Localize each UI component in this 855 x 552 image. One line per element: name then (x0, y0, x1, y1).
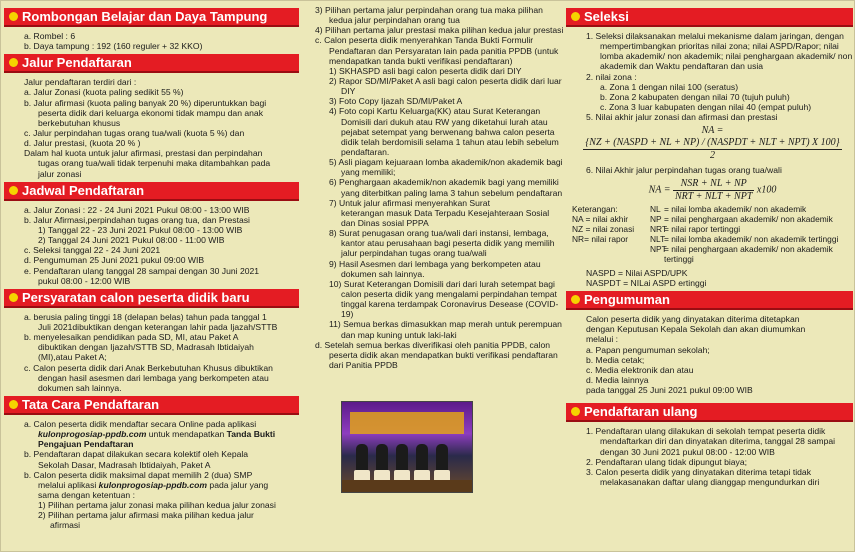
tatacara-continued-line: 5) Asli piagam kejuaraan lomba akademik/non akademik bagi (329, 157, 563, 168)
jadwal-line: a. Jalur Zonasi : 22 - 24 Juni 2021 Pukul 08:00 - 13:00 WIB (24, 204, 250, 215)
tatacara-line: 1) Pilihan pertama jalur zonasi maka pilihan kedua jalur zonasi (38, 500, 276, 511)
formula-fraction (583, 137, 841, 162)
tatacara-line (10, 429, 299, 439)
jalur-line: Jalur pendaftaran terdiri dari : (24, 77, 137, 88)
seleksi-lines (572, 31, 853, 122)
seleksi-content (566, 31, 853, 288)
formula-denominator: NRT + NLT + NPT (674, 190, 753, 202)
aspd-note: NASPDT = NILai ASPD ertinggi (586, 277, 707, 288)
section-header-tatacara: Tata Cara Pendaftaran (4, 396, 299, 415)
pengumuman-line: a. Papan pengumuman sekolah; (586, 344, 710, 355)
keterangan-cell: NA = nilai akhir (572, 214, 629, 225)
tatacara-continued-line: yang memiliki; (341, 167, 396, 178)
tatacara-c-lines (10, 490, 299, 531)
jalur-line: jalur zonasi (38, 168, 82, 179)
tatacara-continued-line: pendaftaran. (341, 146, 390, 157)
tatacara-continued-line: jalur perpindahan tugas orang tua/wali (341, 248, 487, 259)
tatacara-line: afirmasi (50, 520, 81, 531)
section-header-rombel: Rombongan Belajar dan Daya Tampung (4, 8, 299, 27)
section-header-ulang: Pendaftaran ulang (566, 403, 853, 422)
rombel-content (4, 31, 299, 51)
tatacara-continued-line: 10) Surat Keterangan Domisili dari dari lurah setempat bagi (329, 278, 555, 289)
keterangan-cell: = nilai lomba akademik/ non akademik tertinggi (664, 234, 839, 245)
pengumuman-line: b. Media cetak; (586, 354, 645, 365)
tatacara-line: sama dengan ketentuan : (38, 489, 135, 500)
seleksi-line: lomba akademik/ non akademik; nilai penghargaan akademik/ non (600, 51, 853, 62)
rombel-item: a. Rombel : 6 (24, 31, 76, 41)
tatacara-b-lines (10, 449, 299, 479)
tatacara-continued-line: 4) Pilihan pertama jalur prestasi maka pilihan kedua jalur prestasi (315, 25, 564, 36)
section-header-jadwal: Jadwal Pendaftaran (4, 182, 299, 201)
jadwal-line: pukul 08:00 - 12:00 WIB (38, 275, 131, 286)
tatacara-line (10, 480, 299, 490)
seleksi-line: c. Zona 3 luar kabupaten dengan nilai 40 (empat puluh) (600, 101, 812, 112)
ulang-content (566, 426, 853, 487)
tatacara-continued-line: 8) Surat penugasan orang tua/wali dari instansi, lembaga, (329, 228, 549, 239)
tatacara-continued-line: dan Dinas sosial PPPA (341, 217, 429, 228)
tatacara-continued-line: 1) SKHASPD asli bagi calon peserta didik dari DIY (329, 65, 522, 76)
jadwal-line: 1) Tanggal 22 - 23 Juni 2021 Pukul 08:00 - 13:00 WIB (38, 224, 243, 235)
tatacara-text: pada jalur yang (207, 479, 269, 490)
tatacara-text: untuk mendapatkan (146, 429, 227, 440)
rombel-item: b. Daya tampung : 192 (160 reguler + 32 KKO) (24, 41, 203, 52)
tatacara-continued-line: dan map kuning untuk laki-laki (341, 329, 457, 340)
ulang-line: 3. Calon peserta didik yang dinyatakan diterima tetapi tidak (586, 466, 812, 477)
section-header-seleksi: Seleksi (566, 8, 853, 27)
formula-fraction (673, 178, 754, 203)
tatacara-continued-line: DIY (341, 86, 356, 97)
tatacara-line: a. Calon peserta didik mendaftar secara Online pada aplikasi (24, 418, 257, 429)
keterangan-cell: NPT (650, 244, 667, 255)
tatacara-continued-line: keterangan masuk Data Terpadu Kesejahteraan Sosial (341, 207, 550, 218)
tatacara-continued-line: tinggal karena terdampak Coronavirus Desease (COVID- (341, 299, 559, 310)
jadwal-line: 2) Tanggal 24 Juni 2021 Pukul 08:00 - 11:00 WIB (38, 235, 225, 246)
tatacara-continued-line: 19) (341, 309, 354, 320)
tatacara-continued (301, 5, 564, 370)
tatacara-continued-line: 3) Pilihan pertama jalur perpindahan orang tua maka pilihan (315, 5, 543, 15)
jadwal-line: b. Jalur Afirmasi,perpindahan tugas orang tua, dan Prestasi (24, 214, 250, 225)
keterangan-cell: NZ = nilai zonasi (572, 224, 635, 235)
keterangan-cell: NP (650, 214, 662, 225)
seleksi-line: 5. Nilai akhir jalur zonasi dan afirmasi dan prestasi (586, 112, 778, 123)
tatacara-continued-line: 4) Foto copi Kartu Keluarga(KK) atau Surat Keterangan (329, 106, 541, 117)
tatacara-continued-line: 9) Hasil Asesmen dari lembaga yang berkompeten atau (329, 258, 541, 269)
tatacara-line: b. Calon peserta didik maksimal dapat memilih 2 (dua) SMP (24, 469, 253, 480)
left-column (4, 5, 299, 530)
seleksi-line: 2. nilai zona : (586, 71, 637, 82)
keterangan-cell: = nilai lomba akademik/ non akademik (664, 204, 807, 215)
app-url: kulonprogosiap-ppdb.com (98, 479, 208, 490)
persyaratan-line: (MI),atau Paket A; (38, 352, 107, 363)
middle-column (301, 5, 564, 370)
pengumuman-line: dengan Keputusan Kepala Sekolah dan akan diumumkan (586, 324, 806, 335)
pengumuman-line: pada tanggal 25 Juni 2021 pukul 09:00 WIB (586, 385, 753, 396)
jalur-content (4, 77, 299, 178)
tatacara-continued-line: didik telah berdomisili selama 1 tahun atau lebih sebelum (341, 136, 559, 147)
keterangan-cell (572, 255, 650, 265)
tatacara-continued-line: calon peserta didik yang mengalami perpindahan tempat (341, 288, 557, 299)
ulang-line: melakasanakan daftar ulang dianggap mengundurkan diri (600, 476, 820, 487)
tatacara-continued-line: 6) Penghargaan akademik/non akademik bagi yang memiliki (329, 177, 559, 188)
keterangan-cell: tertinggi (664, 253, 694, 264)
jalur-line: c. Jalur perpindahan tugas orang tua/wali (kuota 5 %) dan (24, 127, 245, 138)
tatacara-continued-line: d. Setelah semua berkas diverifikasi oleh panitia PPDB, calon (315, 339, 551, 350)
formula-multiplier: x100 (756, 184, 777, 196)
seleksi-line: akademik dan Waktu pendaftaran dan usia (600, 61, 764, 72)
keterangan-cell: Keterangan: (572, 204, 618, 215)
seleksi-line: mempertimbangkan prioritas nilai zona; nilai ASPD/Rapor; nilai (600, 41, 839, 52)
tatacara-content (4, 419, 299, 531)
keterangan-table (572, 205, 853, 264)
ulang-line: 2. Pendaftaran ulang tidak dipungut biaya; (586, 456, 748, 467)
ulang-line: mendaftarkan diri dan dinyatakan diterima, tanggal 28 sampai (600, 436, 836, 447)
tatacara-text: melalui aplikasi (38, 479, 99, 490)
keterangan-cell: NRT (650, 224, 668, 235)
keterangan-cell: NLT (650, 234, 666, 245)
seleksi-line: 1. Seleksi dilaksanakan melalui mekanisme dalam jaringan, dengan (586, 31, 844, 41)
jadwal-line: e. Pendaftaran ulang tanggal 28 sampai dengan 30 Juni 2021 (24, 265, 260, 276)
tatacara-continued-line: kedua jalur perpindahan orang tua (329, 15, 460, 26)
jadwal-line: d. Pengumuman 25 Juni 2021 pukul 09:00 WIB (24, 255, 205, 266)
tatacara-continued-line: peserta didik akan mendapatkan bukti verifikasi pendaftaran (329, 349, 558, 360)
tatacara-continued-line: 2) Rapor SD/MI/Paket A asli bagi calon peserta didik dari luar (329, 75, 562, 86)
right-column (566, 5, 853, 487)
seleksi-line: b. Zona 2 kabupaten dengan nilai 70 (tujuh puluh) (600, 91, 790, 102)
tatacara-continued-line: mendapatkan tanda bukti verifikasi pendaftaran) (329, 55, 513, 66)
pengumuman-line: melalui : (586, 334, 618, 345)
tatacara-continued-line: 3) Foto Copy Ijazah SD/MI/Paket A (329, 96, 463, 107)
tatacara-continued-line: kantor atau perusahaan bagi peserta didik yang memilih (341, 238, 555, 249)
formula-na-zonasi (572, 125, 853, 161)
keterangan-cell: = nilai rapor tertinggi (664, 224, 741, 235)
tatacara-continued-line: Pendaftaran dan Persyaratan lain pada panitia PPDB (untuk (329, 45, 559, 56)
jalur-line: d. Jalur prestasi, (kuota 20 % ) (24, 138, 141, 149)
app-url: kulonprogosiap-ppdb.com (38, 429, 147, 440)
tatacara-continued-line: pejabat setempat yang berwenang bahwa calon peserta (341, 126, 555, 137)
formula-numerator: NSR + NL + NP (673, 178, 754, 191)
seleksi-line: a. Zona 1 dengan nilai 100 (seratus) (600, 81, 739, 92)
persyaratan-line: c. Calon peserta didik dari Anak Berkebutuhan Khusus dibuktikan (24, 362, 273, 373)
seleksi-line: 6. Nilai Akhir jalur perpindahan tugas orang tua/wali (586, 164, 782, 175)
tatacara-line: Sekolah Dasar, Madrasah Ibtidaiyah, Paket A (38, 459, 211, 470)
tatacara-bold: Pengajuan Pendaftaran (38, 439, 134, 450)
keterangan-cell: NL (650, 204, 661, 215)
jadwal-content (4, 205, 299, 286)
persyaratan-line: dokumen sah lainnya. (38, 382, 122, 393)
tatacara-line (10, 439, 299, 449)
jalur-line: a. Jalur Zonasi (kuota paling sedikit 55 %) (24, 87, 184, 98)
jalur-line: tugas orang tua/wali tidak terpenuhi maka ditambahkan pada (38, 158, 271, 169)
stage-floor (342, 480, 472, 492)
aspd-note: NASPD = Nilai ASPD/UPK (586, 267, 688, 278)
pengumuman-line: d. Media lainnya (586, 374, 649, 385)
section-header-jalur: Jalur Pendaftaran (4, 54, 299, 73)
persyaratan-content (4, 312, 299, 393)
jadwal-line: c. Seleksi tanggal 22 - 24 Juni 2021 (24, 245, 161, 256)
persyaratan-line: dibuktikan dengan Ijazah/STTB SD, Madrasah Ibtidaiyah (38, 342, 254, 353)
dance-performance-photo (341, 401, 473, 493)
tatacara-continued-line: 11) Semua berkas dimasukkan map merah untuk perempuan (329, 319, 562, 330)
section-header-persyaratan: Persyaratan calon peserta didik baru (4, 289, 299, 308)
keterangan-cell (572, 245, 650, 255)
jalur-line: berkebutuhan khusus (38, 117, 121, 128)
tatacara-continued-line: dokumen sah lainnya. (341, 268, 425, 279)
tatacara-continued-line: 7) Untuk jalur afirmasi menyerahkan Surat (329, 197, 490, 208)
persyaratan-line: dengan hasil asesmen dari lembaga yang berkompeten atau (38, 372, 269, 383)
formula-numerator: {NZ + (NASPD + NL + NP) / (NASPDT + NLT + NPT) X 100} (585, 137, 840, 149)
pengumuman-line: c. Media elektronik dan atau (586, 364, 694, 375)
keterangan-cell: = nilai penghargaan akademik/ non akademik (664, 244, 833, 255)
tatacara-continued-line: Domisili dari dukuh atau RW yang diketahui lurah atau (341, 116, 548, 127)
tatacara-continued-line: yang diterbitkan paling lama 3 tahun sebelum pendaftaran (341, 187, 563, 198)
photo-banner (350, 412, 464, 434)
tatacara-bold: Tanda Bukti (226, 429, 276, 440)
keterangan-cell: NR= nilai rapor (572, 234, 629, 245)
section-header-pengumuman: Pengumuman (566, 291, 853, 310)
ulang-line: 1. Pendaftaran ulang dilakukan di sekolah tempat peserta didik (586, 426, 826, 437)
pengumuman-content (566, 314, 853, 395)
keterangan-cell: = nilai penghargaan akademik/ non akademik (664, 214, 833, 225)
jalur-line: peserta didik dari keluarga ekonomi tidak mampu dan anak (38, 107, 263, 118)
persyaratan-line: Juli 2021dibuktikan dengan keterangan lahir pada Ijazah/STTB (38, 321, 278, 332)
persyaratan-line: b. menyelesaikan pendidikan pada SD, MI, atau Paket A (24, 332, 239, 343)
persyaratan-line: a. berusia paling tinggi 18 (delapan belas) tahun pada tanggal 1 (24, 311, 267, 322)
pengumuman-line: Calon peserta didik yang dinyatakan diterima ditetapkan (586, 314, 800, 325)
formula-denominator: 2 (709, 149, 715, 161)
tatacara-continued-line: c. Calon peserta didik menyerahkan Tanda Bukti Formulir (315, 35, 534, 46)
formula-lhs: NA = (648, 184, 671, 196)
tatacara-continued-line: dari Panitia PPDB (329, 359, 398, 370)
tatacara-line: 2) Pilihan pertama jalur afirmasi maka pilihan kedua jalur (38, 510, 254, 521)
formula-lhs: NA = (701, 125, 724, 137)
keterangan-cell (650, 255, 664, 265)
ulang-line: dengan 30 Juni 2021 pukul 08:00 - 12:00 WIB (600, 446, 775, 457)
jalur-line: Dalam hal kuota untuk jalur afirmasi, prestasi dan perpindahan (24, 148, 263, 159)
formula-na-perpindahan (572, 178, 853, 203)
tatacara-line: b. Pendaftaran dapat dilakukan secara kolektif oleh Kepala (24, 449, 249, 460)
jalur-line: b. Jalur afirmasi (kuota paling banyak 20 %) diperuntukkan bagi (24, 97, 267, 108)
